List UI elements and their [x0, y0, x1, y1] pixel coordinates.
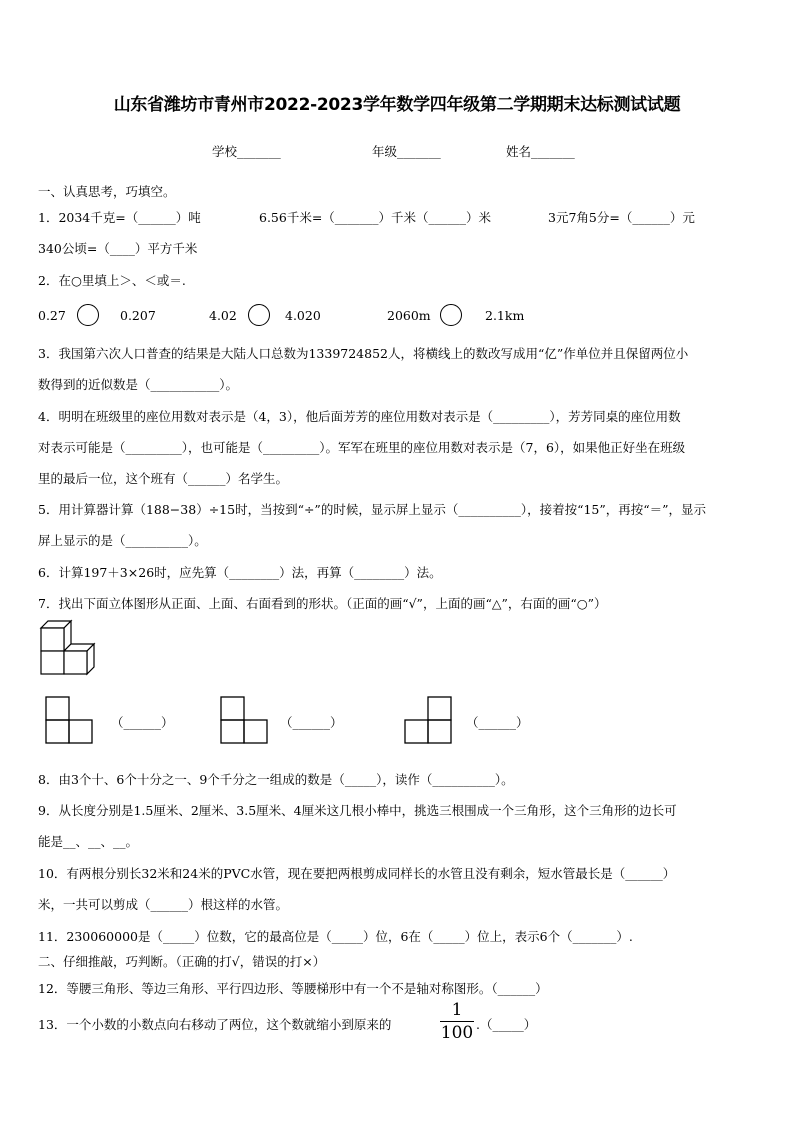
q2-pair1-right: 0.207 — [120, 308, 156, 323]
school-field[interactable]: 学校_______ — [212, 144, 281, 159]
view-option-3 — [404, 696, 454, 746]
q9-line-2: 能是__、__、__。 — [38, 834, 139, 849]
compare-circle[interactable] — [248, 304, 270, 326]
fraction-denominator: 100 — [440, 1023, 474, 1043]
q2-pair2-left: 4.02 — [209, 308, 237, 323]
q5-line-2: 屏上显示的是（__________）。 — [38, 533, 207, 548]
q2-stem: 2．在○里填上＞、＜或＝. — [38, 273, 186, 288]
q4-line-3: 里的最后一位，这个班有（______）名学生。 — [38, 471, 289, 486]
section-1-heading: 一、认真思考，巧填空。 — [38, 184, 176, 199]
q9-line-1: 9．从长度分别是1.5厘米、2厘米、3.5厘米、4厘米这几根小棒中，挑选三根围成一个三角形，这个三角形的边长可 — [38, 803, 677, 818]
q1-part-c: 3元7角5分=（______）元 — [548, 210, 695, 225]
page-title: 山东省潍坊市青州市2022-2023学年数学四年级第二学期期末达标测试试题 — [113, 95, 681, 115]
q3-line-2: 数得到的近似数是（___________）。 — [38, 377, 239, 392]
q7-answer-blank-1[interactable]: （______） — [111, 715, 174, 730]
q2-pair1-left: 0.27 — [38, 308, 66, 323]
q4-line-2: 对表示可能是（_________），也可能是（_________）。军军在班里的座位用数对表示是（7，6），如果他正好坐在班级 — [38, 440, 686, 455]
q12: 12．等腰三角形、等边三角形、平行四边形、等腰梯形中有一个不是轴对称图形。（______） — [38, 981, 548, 996]
q13-tail: .（_____） — [476, 1017, 537, 1032]
q1-part-a: 1．2034千克=（______）吨 — [38, 210, 201, 225]
grade-field[interactable]: 年级_______ — [372, 144, 441, 159]
compare-circle[interactable] — [440, 304, 462, 326]
q3-line-1: 3．我国第六次人口普查的结果是大陆人口总数为1339724852人，将横线上的数改写成用“亿”作单位并且保留两位小 — [38, 346, 689, 361]
q7-stem: 7．找出下面立体图形从正面、上面、右面看到的形状。（正面的画“√”，上面的画“△”，右面的画“○”） — [38, 596, 607, 611]
q4-line-1: 4．明明在班级里的座位用数对表示是（4，3），他后面芳芳的座位用数对表示是（_________），芳芳同桌的座位用数 — [38, 409, 681, 424]
cube-figure — [38, 618, 102, 676]
q7-answer-blank-2[interactable]: （______） — [280, 715, 343, 730]
fraction-one-hundredth — [440, 1000, 474, 1043]
q7-answer-blank-3[interactable]: （______） — [466, 715, 529, 730]
fraction-numerator: 1 — [451, 1000, 463, 1020]
q10-line-2: 米，一共可以剪成（______）根这样的水管。 — [38, 897, 289, 912]
q5-line-1: 5．用计算器计算（188−38）÷15时，当按到“÷”的时候，显示屏上显示（__________），接着按“15”，再按“＝”，显示 — [38, 502, 707, 517]
q11: 11．230060000是（_____）位数，它的最高位是（_____）位，6在（_____）位上，表示6个（_______）. — [38, 929, 633, 944]
q1-part-d: 340公顷=（____）平方千米 — [38, 241, 198, 256]
q1-part-b: 6.56千米=（_______）千米（______）米 — [259, 210, 492, 225]
section-2-heading: 二、仔细推敲，巧判断。（正确的打√，错误的打×） — [38, 954, 326, 969]
view-option-1 — [45, 696, 95, 746]
name-field[interactable]: 姓名_______ — [506, 144, 575, 159]
q2-pair3-left: 2060m — [387, 308, 431, 323]
q8: 8．由3个十、6个十分之一、9个千分之一组成的数是（_____），读作（__________）。 — [38, 772, 514, 787]
q2-pair2-right: 4.020 — [285, 308, 321, 323]
compare-circle[interactable] — [77, 304, 99, 326]
q10-line-1: 10．有两根分别长32米和24米的PVC水管，现在要把两根剪成同样长的水管且没有剩余，短水管最长是（______） — [38, 866, 676, 881]
view-option-2 — [220, 696, 270, 746]
q2-pair3-right: 2.1km — [485, 308, 525, 323]
q13-text: 13．一个小数的小数点向右移动了两位，这个数就缩小到原来的 — [38, 1017, 392, 1032]
q6: 6．计算197＋3×26时，应先算（________）法，再算（________）法。 — [38, 565, 442, 580]
